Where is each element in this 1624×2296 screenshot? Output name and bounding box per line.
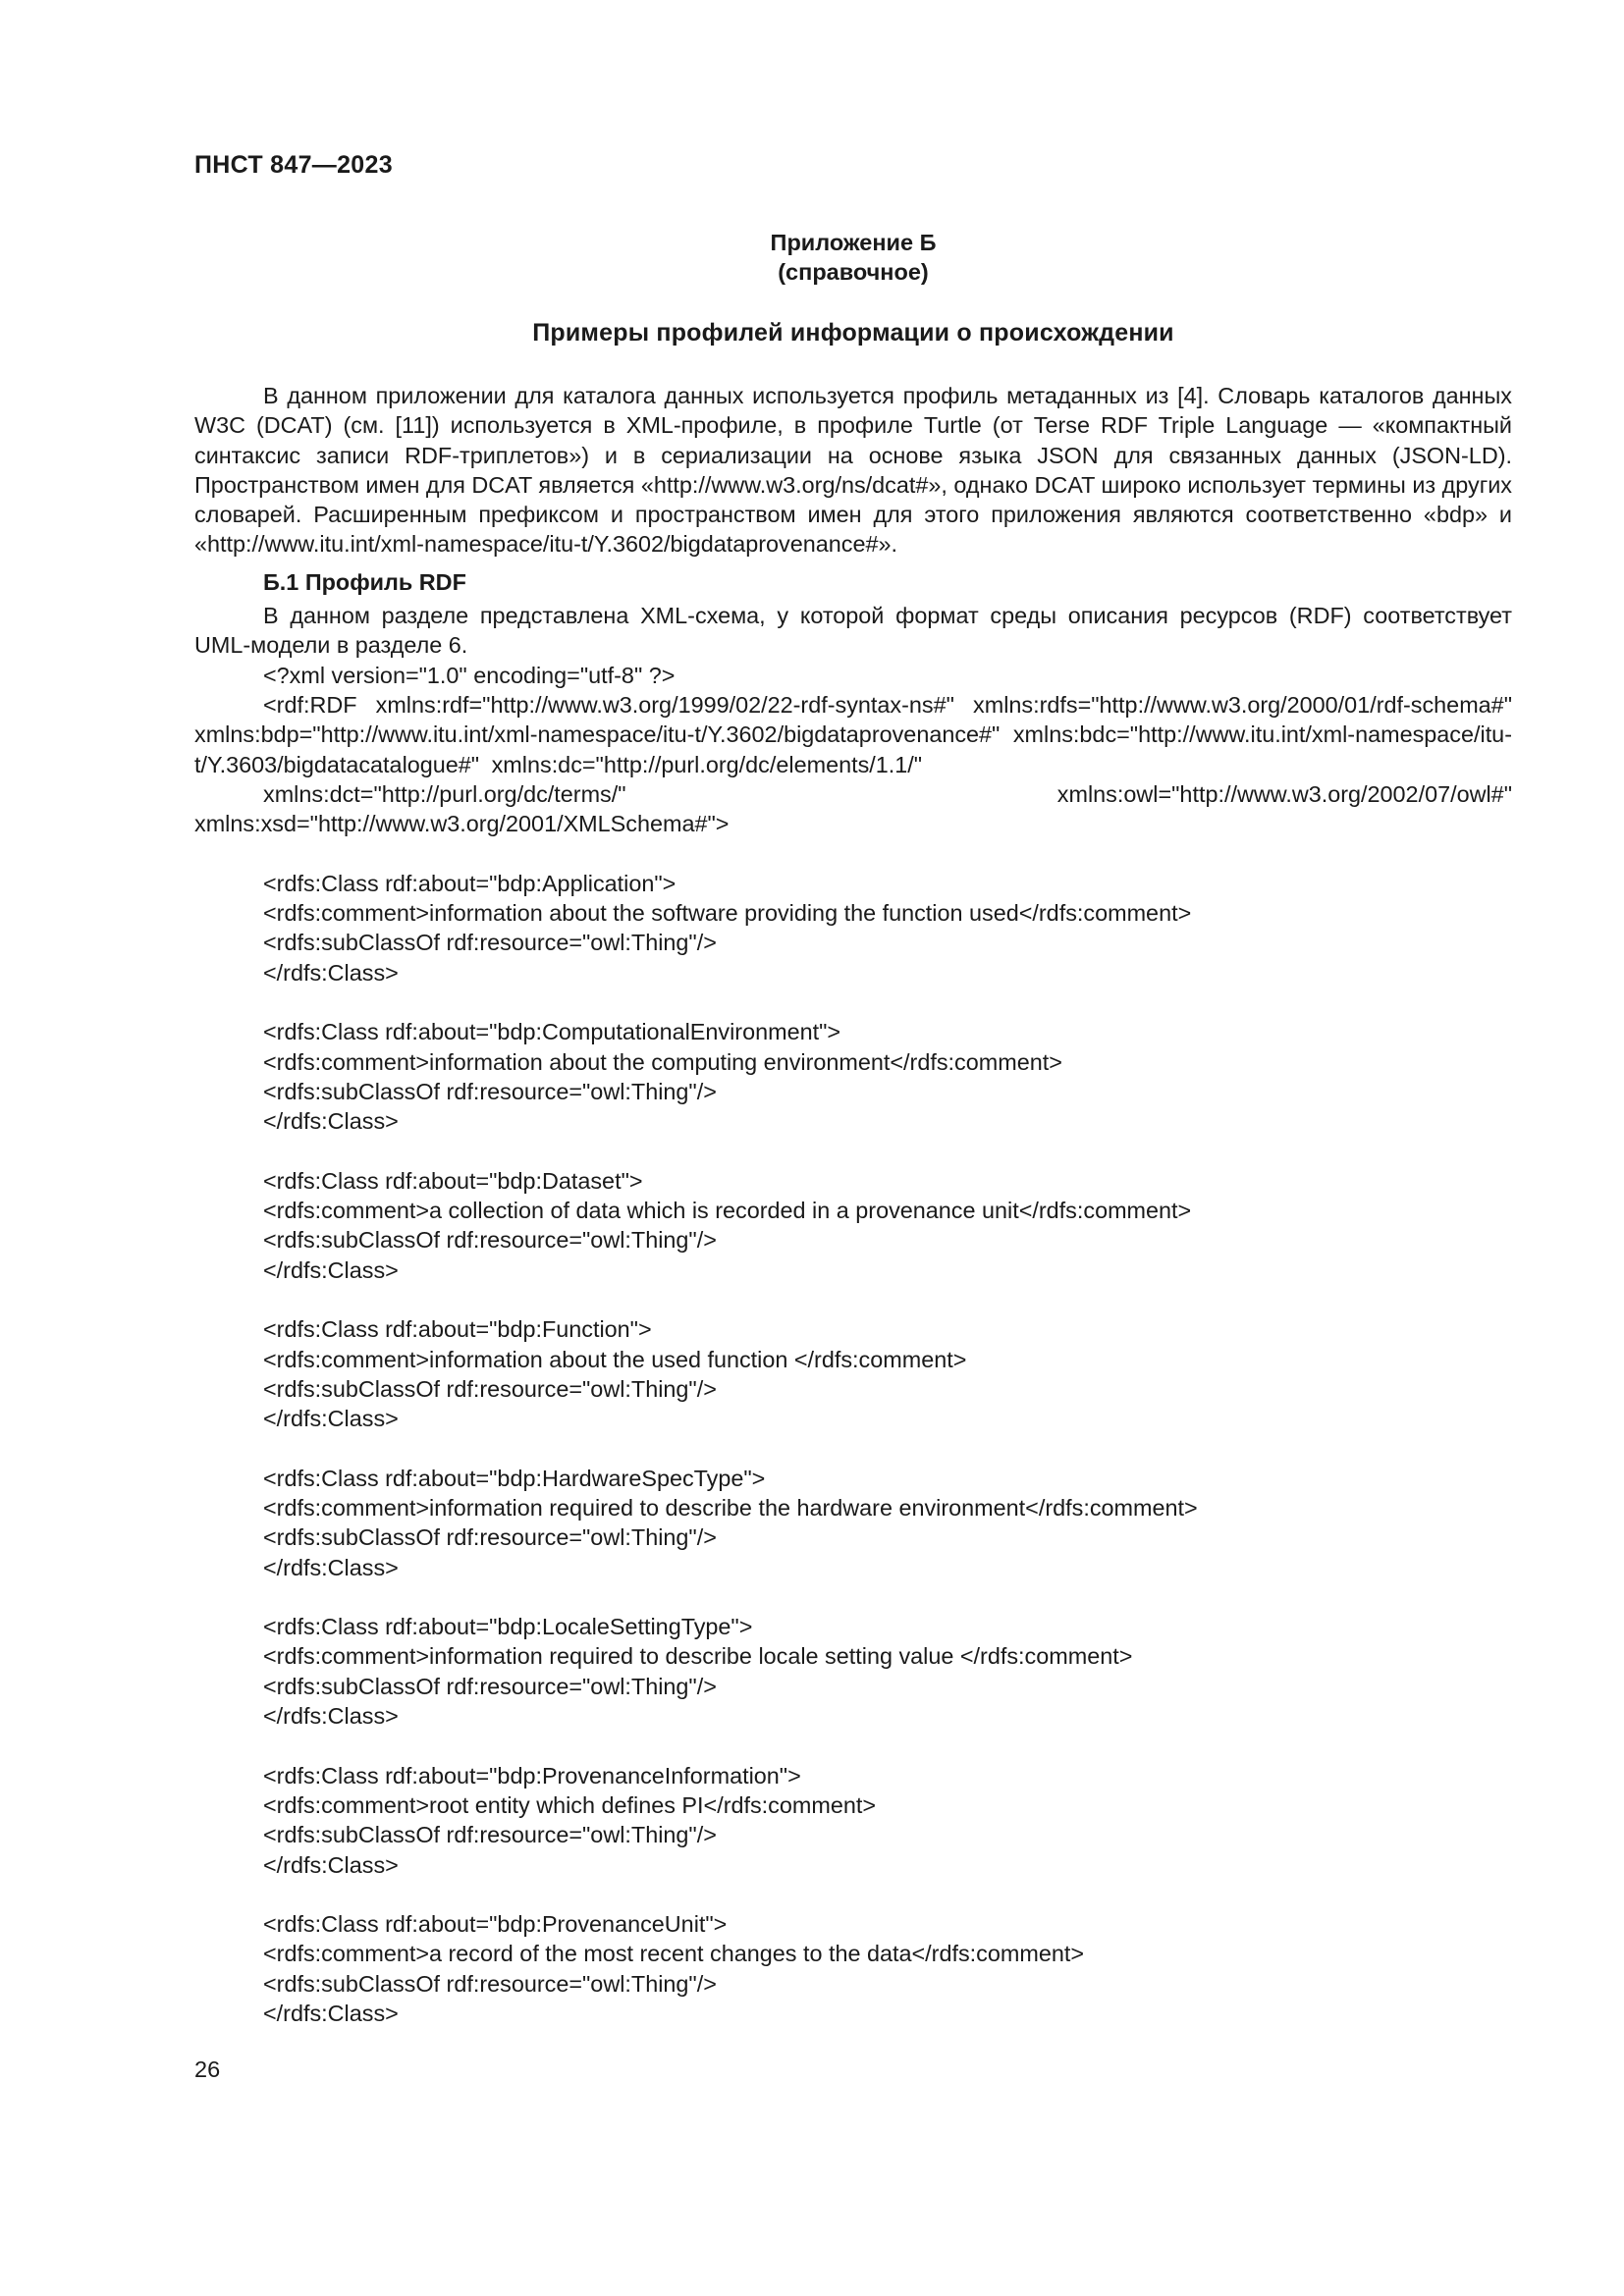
code-class-close: </rdfs:Class> [263,1406,399,1432]
code-class-comment: <rdfs:comment>a collection of data which is recorded in a provenance unit</rdfs:comment> [263,1198,1192,1224]
code-class-comment: <rdfs:comment>information required to describe locale setting value </rdfs:comment> [263,1643,1133,1670]
code-class-comment: <rdfs:comment>information about the software providing the function used</rdfs:comment> [263,900,1192,927]
code-rdf-open: <rdf:RDF xmlns:rdf="http://www.w3.org/1999/02/22-rdf-syntax-ns#" xmlns:rdfs="http://www.w3.org/2000/01/rdf-schema#" xmlns:bdp="http://www.itu.int/xml-namespace/itu-t/Y.3602/bigdataprovenance#" xmlns:bdc="http://www.itu.int/xml-namespace/itu-t/Y.3603/bigdatacatalogue#" xmlns:dc="http://purl.org/dc/elements/1.1/" [194,691,1512,777]
code-class-open: <rdfs:Class rdf:about="bdp:ProvenanceUnit"> [263,1911,728,1938]
annex-label: Приложение Б [770,230,937,255]
code-class-subclass: <rdfs:subClassOf rdf:resource="owl:Thing"/> [263,1970,717,1997]
code-rdf-open-continuation: xmlns:dct="http://purl.org/dc/terms/" xmlns:owl="http://www.w3.org/2002/07/owl#" xmlns:xsd="http://www.w3.org/2001/XMLSchema#"> [194,780,1512,837]
code-blank-line [194,838,1512,868]
code-class-open: <rdfs:Class rdf:about="bdp:HardwareSpecType"> [263,1465,766,1491]
code-class-subclass: <rdfs:subClassOf rdf:resource="owl:Thing"/> [263,1822,717,1848]
code-class-subclass: <rdfs:subClassOf rdf:resource="owl:Thing"/> [263,930,717,956]
code-class-close: </rdfs:Class> [263,1851,399,1878]
code-class-subclass: <rdfs:subClassOf rdf:resource="owl:Thing"/> [263,1673,717,1699]
code-xml-declaration: <?xml version="1.0" encoding="utf-8" ?> [263,662,676,688]
code-class-open: <rdfs:Class rdf:about="bdp:LocaleSettingType"> [263,1614,753,1640]
code-class-block [194,1017,1512,1136]
code-blank-line [194,1880,1512,1909]
code-blank-line [194,1136,1512,1165]
section-heading: Б.1 Профиль RDF [263,568,466,595]
code-class-block [194,1761,1512,1880]
code-class-open: <rdfs:Class rdf:about="bdp:Application"> [263,870,677,896]
annex-label-block [194,228,1512,287]
code-class-subclass: <rdfs:subClassOf rdf:resource="owl:Thing"/> [263,1524,717,1551]
code-class-block [194,1612,1512,1731]
code-class-open: <rdfs:Class rdf:about="bdp:Function"> [263,1316,652,1343]
code-class-open: <rdfs:Class rdf:about="bdp:ProvenanceInformation"> [263,1762,801,1789]
code-class-subclass: <rdfs:subClassOf rdf:resource="owl:Thing"/> [263,1375,717,1402]
code-class-comment: <rdfs:comment>root entity which defines PI</rdfs:comment> [263,1791,877,1818]
code-blank-line [194,1582,1512,1612]
code-class-open: <rdfs:Class rdf:about="bdp:ComputationalEnvironment"> [263,1019,841,1045]
code-class-subclass: <rdfs:subClassOf rdf:resource="owl:Thing"/> [263,1227,717,1254]
code-class-comment: <rdfs:comment>information about the computing environment</rdfs:comment> [263,1048,1062,1075]
code-class-close: </rdfs:Class> [263,1703,399,1730]
page-number: 26 [194,2056,221,2082]
code-class-block [194,1464,1512,1582]
code-class-close: </rdfs:Class> [263,959,399,986]
code-blank-line [194,1433,1512,1463]
annex-status: (справочное) [778,259,929,285]
page-header-standard-id: ПНСТ 847—2023 [194,151,393,179]
code-blank-line [194,1285,1512,1314]
code-class-close: </rdfs:Class> [263,2001,399,2027]
document-body [194,381,1512,2028]
code-class-close: </rdfs:Class> [263,1108,399,1135]
annex-title: Примеры профилей информации о происхождении [532,319,1174,347]
code-class-block [194,1314,1512,1433]
section-intro-paragraph: В данном разделе представлена XML-схема, у которой формат среды описания ресурсов (RDF) соответствует UML-модели в разделе 6. [194,603,1512,659]
code-class-comment: <rdfs:comment>information about the used function </rdfs:comment> [263,1346,967,1372]
code-class-block [194,1909,1512,2028]
intro-paragraph: В данном приложении для каталога данных используется профиль метаданных из [4]. Словарь каталогов данных W3C (DCAT) (см. [11]) используется в XML-профиле, в профиле Turtle (от Terse RDF Triple Language — «компактный синтаксис записи RDF-триплетов») и в сериализации на основе языка JSON для связанных данных (JSON-LD). Пространством имен для DCAT является «http://www.w3.org/ns/dcat#», однако DCAT широко использует термины из других словарей. Расширенным префиксом и пространством имен для этого приложения являются соответственно «bdp» и «http://www.itu.int/xml-namespace/itu-t/Y.3602/bigdataprovenance#». [194,383,1512,558]
code-class-close: </rdfs:Class> [263,1256,399,1283]
code-class-open: <rdfs:Class rdf:about="bdp:Dataset"> [263,1167,643,1194]
code-class-comment: <rdfs:comment>a record of the most recent changes to the data</rdfs:comment> [263,1941,1084,1967]
code-class-subclass: <rdfs:subClassOf rdf:resource="owl:Thing"/> [263,1078,717,1104]
code-blank-line [194,1731,1512,1760]
code-class-block [194,869,1512,988]
code-blank-line [194,988,1512,1017]
code-class-comment: <rdfs:comment>information required to describe the hardware environment</rdfs:comment> [263,1494,1198,1521]
code-class-block [194,1166,1512,1285]
code-class-close: </rdfs:Class> [263,1554,399,1580]
